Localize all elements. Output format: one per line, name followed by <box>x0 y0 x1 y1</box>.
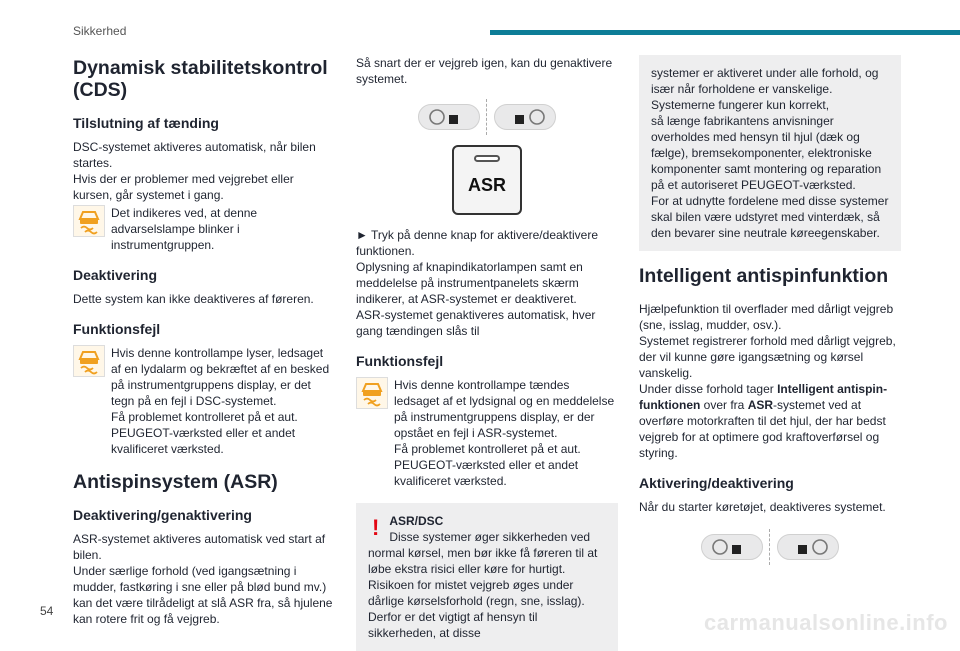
skid-warning-icon <box>73 205 105 237</box>
heading-tilslutning: Tilslutning af tænding <box>73 115 219 131</box>
p2-part-c: over fra <box>700 398 748 412</box>
asr-button-label: ASR <box>467 175 506 195</box>
warning-lamp-1 <box>73 205 335 253</box>
page-number: 54 <box>40 604 54 618</box>
switch-right <box>777 534 839 560</box>
text-p1: Hjælpefunktion til overflader med dårligt vejgreb (sne, isslag, mudder, osv.). Systemet registrerer forhold med dårligt vejgreb, der vil kunne gøre igangsætning og kørsel vanskelig. <box>639 302 896 380</box>
header-accent-bar <box>490 30 960 35</box>
switch-right <box>494 104 556 130</box>
heading-deaktivering: Deaktivering <box>73 267 158 283</box>
text-tilslutning: DSC-systemet aktiveres automatisk, når bilen startes. Hvis der er problemer med vejgrebet eller kursen, går systemet i gang. <box>73 140 316 202</box>
text-warn2: Hvis denne kontrollampe lyser, ledsaget af en lydalarm og bekræftet af en besked på instrumentgruppens display, er det tegn på en fejl i DSC-systemet. Få problemet kontrolleret på et aut. PEUGEOT-værksted eller et andet kvalificeret værksted. <box>111 346 330 456</box>
warning-lamp-3 <box>356 377 618 489</box>
column-3 <box>639 55 901 575</box>
warning-lamp-2 <box>73 345 335 457</box>
alert-text: Disse systemer øger sikkerheden ved normal kørsel, men bør ikke få føreren til at løbe ekstra risici eller køre for hurtigt. Risikoen for mistet vejgreb øges under dårlige kørselsforhold (regn, sne, isslag). Derfor er det vigtigt af hensyn til sikkerheden, at disse <box>368 530 598 640</box>
column-2 <box>356 55 618 651</box>
heading-aktivering: Aktivering/deaktivering <box>639 475 794 491</box>
exclamation-icon: ! <box>372 515 380 540</box>
switch-left <box>418 104 480 130</box>
skid-warning-icon <box>73 345 105 377</box>
alert-box <box>356 503 618 651</box>
section-header: Sikkerhed <box>73 24 127 38</box>
box-text: systemer er aktiveret under alle forhold, og især når forholdene er vanskelige. Systemerne fungerer kun korrekt, så længe fabrikantens anvisninger overholdes med hensyn til hjul (dæk og fælge), bremsekomponenter, elektroniske komponenter samt montering og reparation på et autoriseret PEUGEOT-værksted. For at udnytte fordelene med disse systemer skal bilen være udstyret med vinterdæk, så den bevarer sine neutrale køreegenskaber. <box>651 66 889 240</box>
text-warn1: Det indikeres ved, at denne advarselslampe blinker i instrumentgruppen. <box>111 206 258 252</box>
p2-part-d: ASR <box>747 398 774 412</box>
title-intelligent: Intelligent antispinfunktion <box>639 265 889 287</box>
separator <box>486 99 488 135</box>
asr-indicator-lamp <box>474 155 500 162</box>
p2-part-a: Under disse forhold tager <box>639 382 778 396</box>
heading-funktionsfejl: Funktionsfejl <box>73 321 161 337</box>
title-asr: Antispinsystem (ASR) <box>73 471 278 493</box>
text-deakt-genakt: ASR-systemet aktiveres automatisk ved start af bilen. Under særlige forhold (ved igangsætning i mudder, fastkøring i sne eller på blød bund mv.) kan det være tilrådeligt at slå ASR fra, så hjulene kan rotere frit og få vejgreb. <box>73 532 333 626</box>
watermark: carmanualsonline.info <box>704 610 948 635</box>
continued-alert-box <box>639 55 901 251</box>
text-deaktivering: Dette system kan ikke deaktiveres af føreren. <box>73 292 314 306</box>
title-cds: Dynamisk stabilitetskontrol (CDS) <box>73 57 328 101</box>
text-p2 <box>639 381 901 461</box>
heading-deakt-genakt: Deaktivering/genaktivering <box>73 507 252 523</box>
text-aktivering: Når du starter køretøjet, deaktiveres systemet. <box>639 500 886 514</box>
asr-button-illustration <box>452 145 522 215</box>
text-tryk: ► Tryk på denne knap for aktivere/deaktivere funktionen. Oplysning af knapindikatorlampen samt en meddelelse på instrumentpanelets skærm indikerer, at ASR-systemet er deaktiveret. ASR-systemet genaktiveres automatisk, hver gang tændingen slås til <box>356 228 599 338</box>
separator <box>769 529 771 565</box>
switch-left <box>701 534 763 560</box>
text-intro: Så snart der er vejgreb igen, kan du genaktivere systemet. <box>356 56 613 86</box>
column-1 <box>73 55 335 627</box>
skid-warning-icon <box>356 377 388 409</box>
text-warn3: Hvis denne kontrollampe tændes ledsaget af et lydsignal og en meddelelse på instrumentgruppens display, er der opstået en fejl i ASR-systemet. Få problemet kontrolleret på et aut. PEUGEOT-værksted eller et andet kvalificeret værksted. <box>394 378 615 488</box>
alert-title: ASR/DSC <box>389 514 444 528</box>
dashboard-switch-illustration-2 <box>639 529 901 565</box>
dashboard-switch-illustration <box>356 99 618 135</box>
p2-part-b: Intelligent antispin-funktionen <box>639 382 888 412</box>
p2-part-e: -systemet ved at overføre motorkraften til det hjul, der har bedst vejgreb for at optimere god kraftoverførsel og styring. <box>639 398 886 460</box>
heading-funktionsfejl-2: Funktionsfejl <box>356 353 444 369</box>
